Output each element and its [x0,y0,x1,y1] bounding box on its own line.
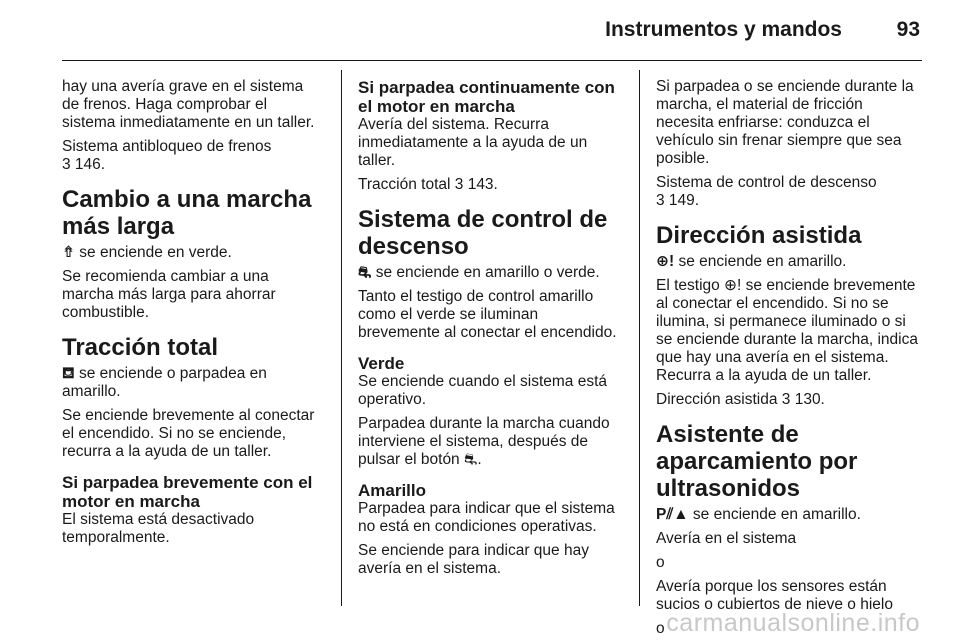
paragraph [62,138,324,174]
subheading-parpadea-continuamente: Si parpadea continuamente con el motor en marcha [358,78,615,116]
page-reference: 3 149. [656,192,700,209]
section-heading-descenso: Sistema de control de descenso [358,206,608,260]
paragraph [358,264,624,282]
paragraph [656,506,922,524]
watermark: carmanualsonline.info [666,609,920,637]
paragraph: El testigo ⊕! se enciende brevemente al conectar el encendido. Si no se ilumina, si permanece iluminado o si se enciende durante la marcha, indica que hay una avería en el sistema. Recurra a la ayuda de un taller. [656,277,918,384]
paragraph: Se recomienda cambiar a una marcha más larga para ahorrar combustible. [62,268,276,321]
upshift-icon: ⇮ [62,244,75,261]
text: se enciende en amarillo. [674,253,847,270]
column-2 [358,78,624,584]
page-number: 93 [896,18,920,41]
paragraph: Parpadea para indicar que el sistema no está en condiciones operativas. [358,500,615,535]
ref-text: Sistema de control de descenso [656,174,877,191]
ref-text: Sistema antibloqueo de frenos [62,138,272,155]
header-rule [62,60,922,61]
column-divider-1 [341,70,342,606]
header-title: Instrumentos y mandos [605,18,842,41]
paragraph: El sistema está desactivado temporalmente. [62,511,255,546]
paragraph [656,253,922,271]
subheading-parpadea-brevemente: Si parpadea brevemente con el motor en marcha [62,473,313,511]
power-steering-icon: ⊕! [656,253,675,270]
paragraph [62,244,324,262]
text: se enciende en verde. [75,244,232,261]
section-heading-cambio: Cambio a una marcha más larga [62,186,312,240]
paragraph: Si parpadea o se enciende durante la marcha, el material de fricción necesita enfriarse: conduzca el vehículo sin frenar siempre que sea posible. [656,78,914,167]
column-3 [656,78,922,644]
subheading-amarillo: Amarillo [358,481,427,500]
hill-descent-icon: ⛐ [358,264,372,281]
text: se enciende o parpadea en amarillo. [62,365,267,400]
paragraph: Avería en el sistema [656,530,797,547]
text: se enciende en amarillo o verde. [371,264,600,281]
paragraph: Se enciende brevemente al conectar el encendido. Si no se enciende, recurra a la ayuda de un taller. [62,407,315,460]
paragraph: Avería porque los sensores están sucios o cubiertos de nieve o hielo [656,578,893,613]
paragraph: o [656,620,665,637]
paragraph: Parpadea durante la marcha cuando interviene el sistema, después de pulsar el botón ⛐. [358,415,610,468]
page-reference: 3 146. [62,156,106,173]
paragraph: Se enciende para indicar que hay avería en el sistema. [358,542,589,577]
section-heading-direccion: Dirección asistida [656,222,862,249]
subheading-verde: Verde [358,354,405,373]
column-1 [62,78,324,553]
parking-assist-icon: P⫽▲ [656,506,689,523]
paragraph: Dirección asistida 3 130. [656,391,825,408]
paragraph: hay una avería grave en el sistema de frenos. Haga comprobar el sistema inmediatamente en un taller. [62,78,315,131]
awd-icon: ⛾ [62,365,75,382]
paragraph: Tanto el testigo de control amarillo como el verde se iluminan brevemente al conectar el encendido. [358,288,617,341]
section-heading-traccion: Tracción total [62,334,219,361]
paragraph [656,174,922,210]
page-header [0,0,960,60]
section-heading-asistente: Asistente de aparcamiento por ultrasonidos [656,421,858,502]
paragraph: o [656,554,665,571]
paragraph [62,365,324,401]
paragraph: Se enciende cuando el sistema está operativo. [358,373,608,408]
paragraph: Avería del sistema. Recurra inmediatamente a la ayuda de un taller. [358,116,588,169]
column-divider-2 [639,70,640,606]
text: se enciende en amarillo. [688,506,861,523]
paragraph: Tracción total 3 143. [358,176,498,193]
